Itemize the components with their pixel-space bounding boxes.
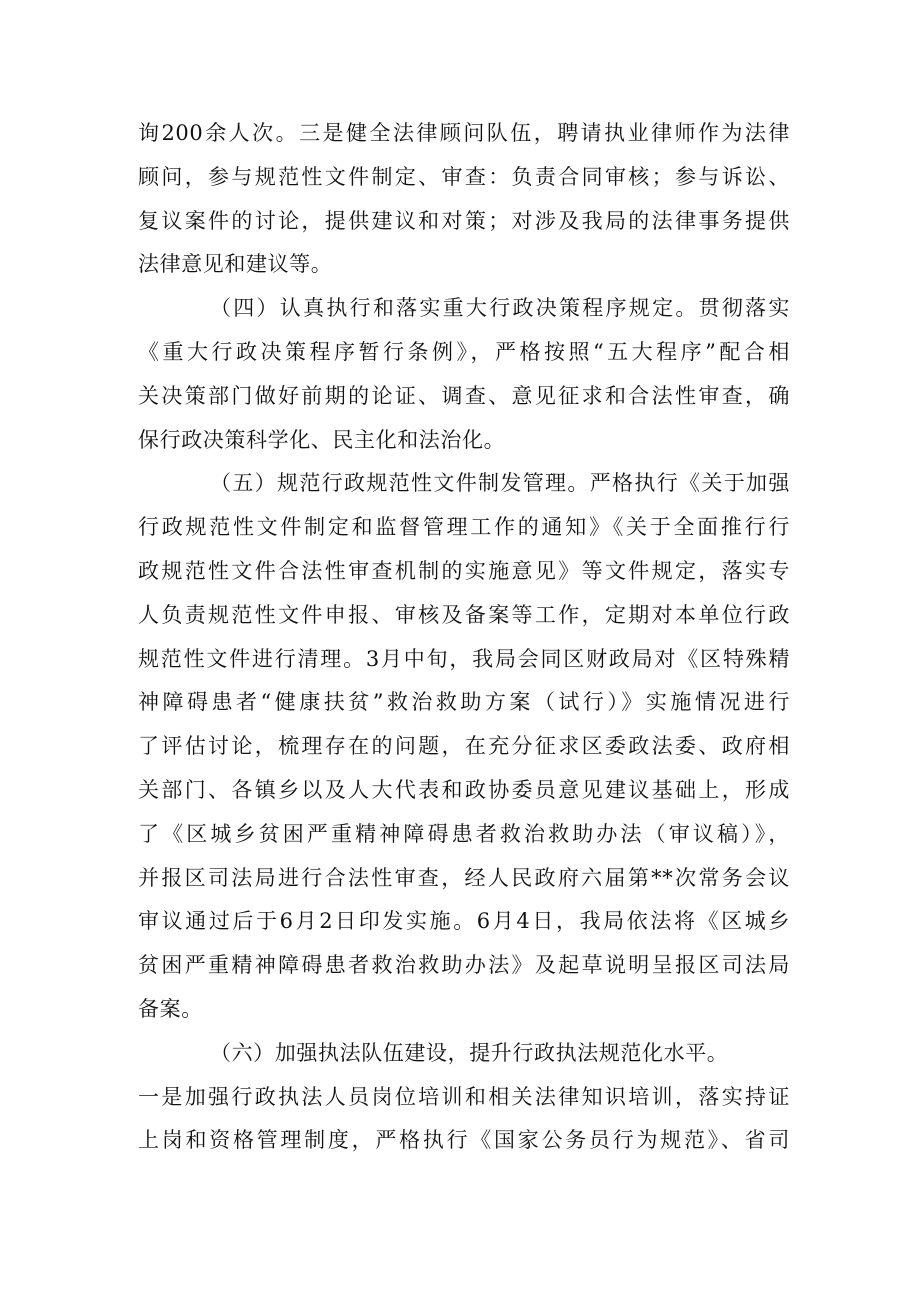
paragraph-legal-advisors	[138, 112, 790, 287]
text-line: 询200余人次。三是健全法律顾问队伍，聘请执业律师作为法律	[138, 121, 790, 145]
text-line: 上岗和资格管理制度，严格执行《国家公务员行为规范》、省司	[138, 1128, 790, 1153]
paragraph-section-6-heading	[138, 1032, 790, 1076]
text-line: 备案。	[138, 996, 203, 1021]
document-page	[138, 112, 790, 1163]
text-line: 审议通过后于6月2日印发实施。6月4日，我局依法将《区城乡	[138, 909, 790, 934]
section-heading-line: （五）规范行政规范性文件制发管理。严格执行《关于加强	[210, 471, 790, 496]
section-heading-line: （六）加强执法队伍建设，提升行政执法规范化水平。	[210, 1040, 729, 1065]
paragraph-section-6-body	[138, 1076, 790, 1164]
text-line: 行政规范性文件制定和监督管理工作的通知》《关于全面推行行	[138, 515, 790, 540]
text-line: 关部门、各镇乡以及人大代表和政协委员意见建议基础上，形成	[138, 777, 790, 802]
text-line: 一是加强行政执法人员岗位培训和相关法律知识培训，落实持证	[138, 1084, 790, 1109]
paragraph-section-5	[138, 462, 790, 1031]
section-heading-line: （四）认真执行和落实重大行政决策程序规定。贯彻落实	[210, 296, 790, 321]
text-line: 政规范性文件合法性审查机制的实施意见》等文件规定，落实专	[138, 558, 790, 583]
text-line: 人负责规范性文件申报、审核及备案等工作，定期对本单位行政	[138, 602, 790, 627]
text-line: 贫困严重精神障碍患者救治救助办法》及起草说明呈报区司法局	[138, 953, 790, 978]
text-line: 并报区司法局进行合法性审查，经人民政府六届第**次常务会议	[138, 865, 790, 890]
text-line: 保行政决策科学化、民主化和法治化。	[138, 427, 506, 452]
text-line: 复议案件的讨论，提供建议和对策；对涉及我局的法律事务提供	[138, 208, 790, 233]
text-line: 顾问，参与规范性文件制定、审查：负责合同审核；参与诉讼、	[138, 164, 790, 189]
text-line: 了评估讨论，梳理存在的问题，在充分征求区委政法委、政府相	[138, 734, 790, 759]
text-line: 规范性文件进行清理。3月中旬，我局会同区财政局对《区特殊精	[138, 646, 790, 671]
text-line: 了《区城乡贫困严重精神障碍患者救治救助办法（审议稿）》，	[138, 821, 790, 846]
text-line: 《重大行政决策程序暂行条例》，严格按照“五大程序”配合相	[138, 339, 790, 364]
text-line: 神障碍患者“健康扶贫”救治救助方案（试行）》实施情况进行	[138, 690, 790, 715]
paragraph-section-4	[138, 287, 790, 462]
text-line: 法律意见和建议等。	[138, 252, 333, 277]
text-line: 关决策部门做好前期的论证、调查、意见征求和合法性审查，确	[138, 383, 790, 408]
